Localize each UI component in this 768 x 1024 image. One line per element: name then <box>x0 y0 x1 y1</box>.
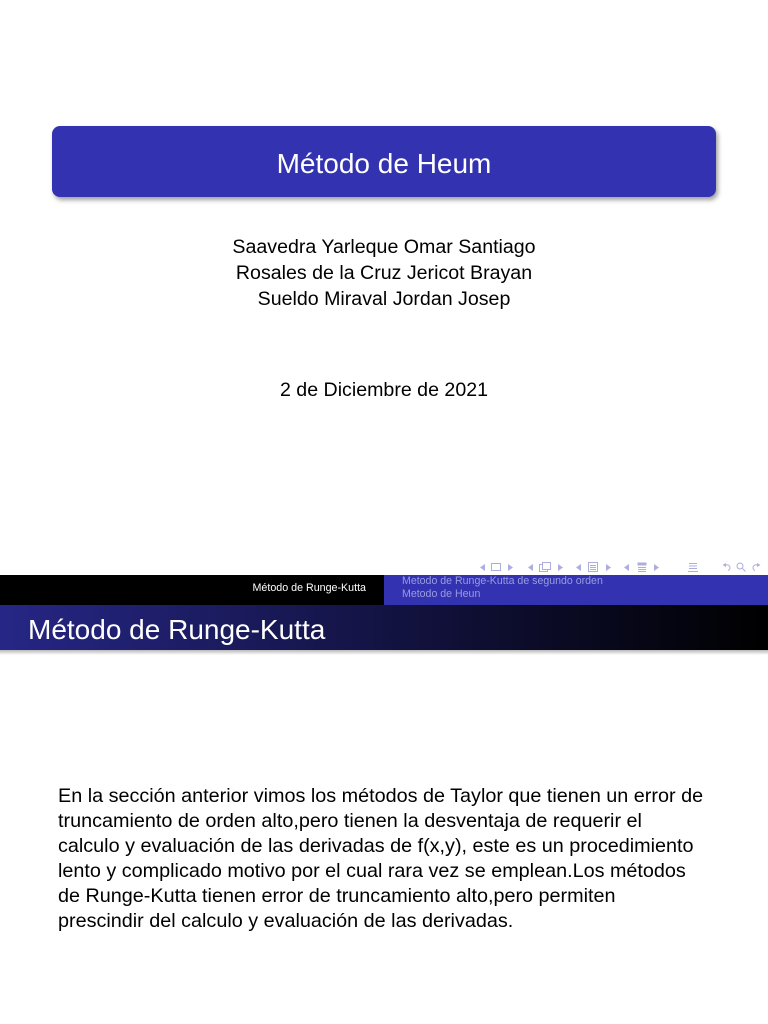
prev-section-arrow-icon[interactable] <box>624 564 629 571</box>
title-box <box>52 126 716 197</box>
frame-title: Método de Runge-Kutta <box>28 614 326 645</box>
author-name: Saavedra Yarleque Omar Santiago <box>232 236 536 258</box>
paragraph-line: calculo y evaluación de las derivadas de f(x,y), este es un procedimiento <box>58 835 694 857</box>
paragraph-line: truncamiento de orden alto,pero tienen la desventaja de requerir el <box>58 810 642 832</box>
author-name: Sueldo Miraval Jordan Josep <box>257 288 511 310</box>
slide-icon[interactable] <box>491 563 501 571</box>
headline-subsection-area <box>384 575 768 605</box>
search-icon[interactable] <box>736 562 746 572</box>
headline-subsection-link[interactable]: Metodo de Heun <box>402 588 481 600</box>
headline-section-link[interactable]: Método de Runge-Kutta <box>252 582 366 594</box>
next-section-arrow-icon[interactable] <box>654 564 659 571</box>
presentation-title: Método de Heum <box>276 147 492 179</box>
paragraph-line: En la sección anterior vimos los métodos de Taylor que tienen un error de <box>58 785 704 807</box>
author-list <box>0 234 768 312</box>
forward-icon[interactable] <box>751 562 761 572</box>
prev-frame-arrow-icon[interactable] <box>528 564 533 571</box>
next-frame-arrow-icon[interactable] <box>558 564 563 571</box>
headline-bar <box>0 575 768 605</box>
frame-title-bar <box>0 605 768 650</box>
author-name: Rosales de la Cruz Jericot Brayan <box>235 262 533 284</box>
next-slide-arrow-icon[interactable] <box>508 564 513 571</box>
paragraph-line: prescindir del calculo y evaluación de las derivadas. <box>58 910 514 932</box>
next-subsection-arrow-icon[interactable] <box>606 564 611 571</box>
frame-title-shadow <box>0 650 768 655</box>
slide-body-paragraph <box>58 784 758 934</box>
document-icon[interactable] <box>688 562 698 572</box>
navigation-symbols <box>0 562 768 572</box>
frame-icon[interactable] <box>539 562 551 572</box>
section-icon[interactable] <box>637 562 647 572</box>
paragraph-line: lento y complicado motivo por el cual rara vez se emplean.Los métodos <box>58 860 686 882</box>
prev-slide-arrow-icon[interactable] <box>480 564 485 571</box>
paragraph-line: de Runge-Kutta tienen error de truncamiento alto,pero permiten <box>58 885 616 907</box>
headline-subsection-link[interactable]: Metodo de Runge-Kutta de segundo orden <box>402 575 603 587</box>
presentation-date: 2 de Diciembre de 2021 <box>279 379 489 401</box>
back-icon[interactable] <box>722 562 732 572</box>
subsection-icon[interactable] <box>588 562 598 572</box>
headline-section-area <box>0 575 384 605</box>
prev-subsection-arrow-icon[interactable] <box>576 564 581 571</box>
content-slide <box>0 575 768 1024</box>
